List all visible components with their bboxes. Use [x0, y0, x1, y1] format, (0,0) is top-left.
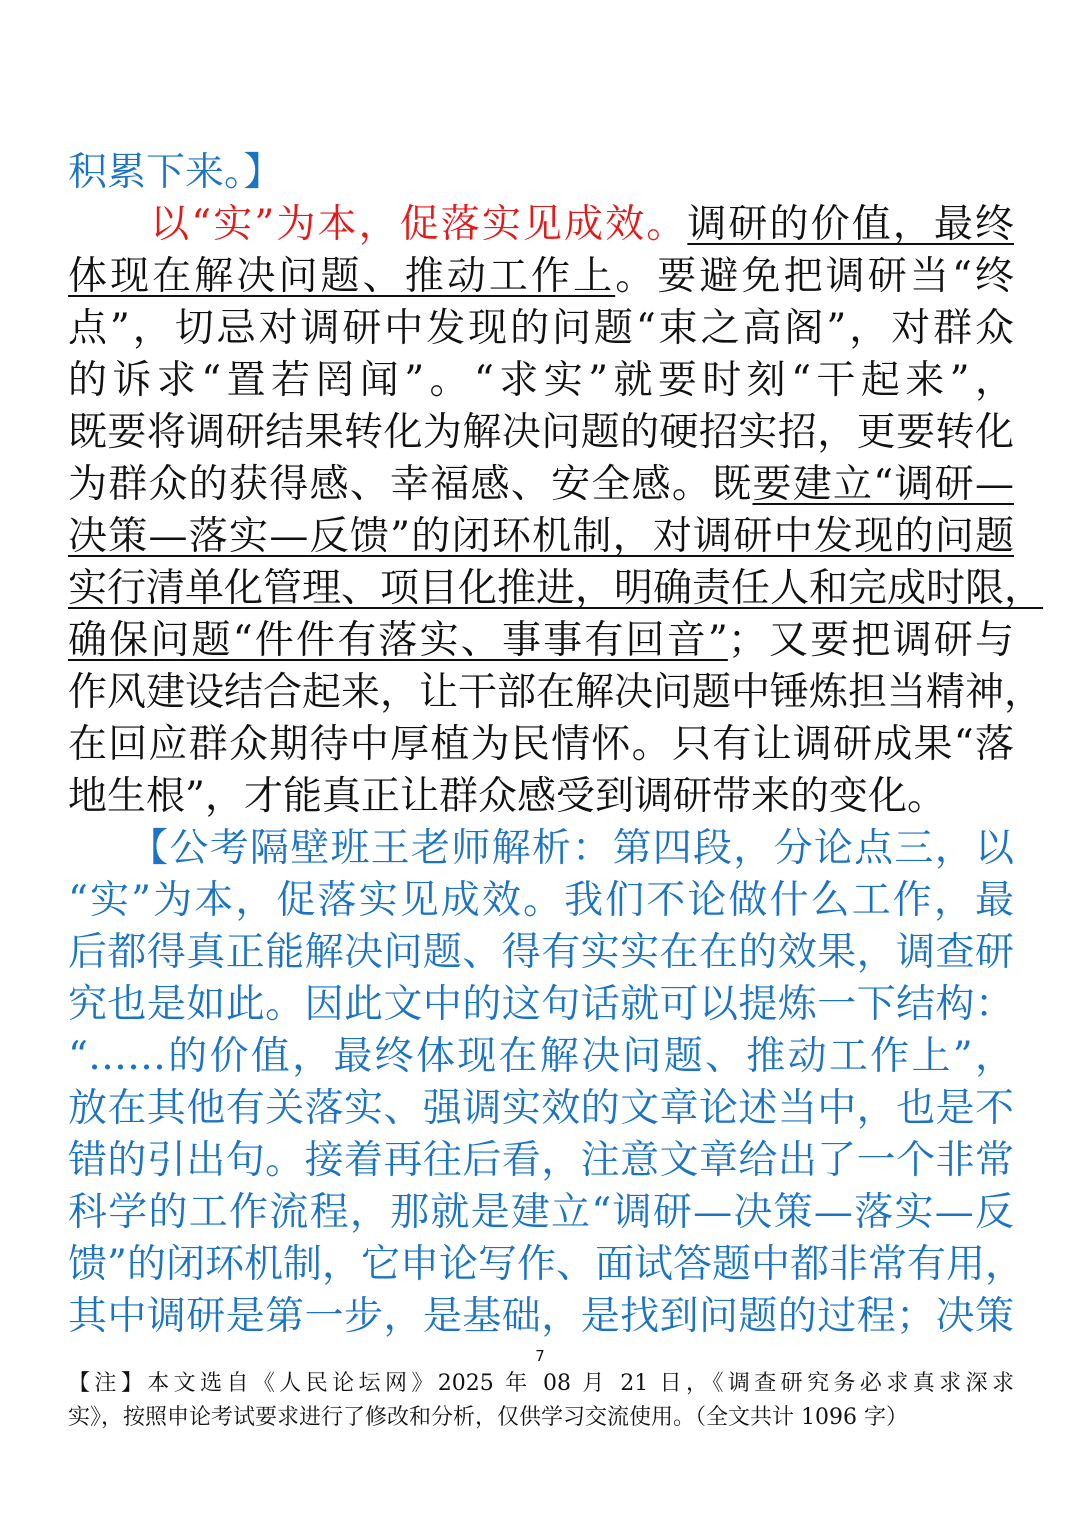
analysis-line: 馈”的闭环机制，它申论写作、面试答题中都非常有用， [68, 1242, 1024, 1287]
footnote-line: 实》，按照申论考试要求进行了修改和分析，仅供学习交流使用。（全文共计 1096 字） [68, 1405, 908, 1430]
underlined-text: 实行清单化管理、项目化推进，明确责任人和完成时限， [68, 566, 1044, 611]
text-line: 地生根”，才能真正让群众感受到调研带来的变化。 [68, 774, 946, 819]
footnote-line: 【注】本文选自《人民论坛网》2025 年 08 月 21 日，《调查研究务必求真求深求 [68, 1371, 1014, 1396]
text-line: 为群众的获得感、幸福感、安全感。既要建立“调研— [68, 462, 1014, 507]
analysis-line: 科学的工作流程，那就是建立“调研—决策—落实—反 [68, 1190, 1014, 1235]
underlined-text: 调研的价值，最终 [687, 202, 1014, 247]
analysis-line: 错的引出句。接着再往后看，注意文章给出了一个非常 [68, 1138, 1014, 1183]
analysis-line: “……的价值，最终体现在解决问题、推动工作上”， [68, 1034, 1014, 1079]
analysis-line: 【公考隔壁班王老师解析：第四段，分论点三，以 [68, 826, 1014, 871]
underlined-text: 决策—落实—反馈”的闭环机制，对调研中发现的问题 [68, 514, 1014, 559]
underlined-text: 确保问题“件件有落实、事事有回音” [68, 618, 728, 663]
text-line [68, 564, 1044, 614]
text-line: 在回应群众期待中厚植为民情怀。只有让调研成果“落 [68, 722, 1014, 767]
text-line: 积累下来。】 [68, 150, 283, 195]
footnote [68, 1367, 1014, 1435]
section-heading: 以“实”为本，促落实见成效。 [68, 202, 688, 247]
analysis-line: 放在其他有关落实、强调实效的文章论述当中，也是不 [68, 1086, 1014, 1131]
underlined-text: 体现在解决问题、推动工作上 [68, 254, 616, 299]
analysis-line: 其中调研是第一步，是基础，是找到问题的过程；决策 [68, 1294, 1014, 1339]
underlined-text: 要建立“调研— [752, 462, 1014, 507]
page-number: 7 [535, 1347, 545, 1365]
text-line [68, 512, 1014, 562]
text-line: 确保问题“件件有落实、事事有回音”；又要把调研与 [68, 618, 1014, 663]
text-line: 体现在解决问题、推动工作上。要避免把调研当“终 [68, 254, 1014, 299]
analysis-line: “实”为本，促落实见成效。我们不论做什么工作，最 [68, 878, 1014, 923]
analysis-line: 后都得真正能解决问题、得有实实在在的效果，调查研 [68, 930, 1014, 975]
text-line: 作风建设结合起来，让干部在解决问题中锤炼担当精神， [68, 670, 1044, 715]
text-line: 的诉求“置若罔闻”。“求实”就要时刻“干起来”， [68, 358, 1014, 403]
text-line [68, 200, 1014, 250]
text-line: 既要将调研结果转化为解决问题的硬招实招，更要转化 [68, 410, 1014, 455]
analysis-line: 究也是如此。因此文中的这句话就可以提炼一下结构： [68, 982, 1014, 1027]
text-line: 点”，切忌对调研中发现的问题“束之高阁”，对群众 [68, 306, 1014, 351]
